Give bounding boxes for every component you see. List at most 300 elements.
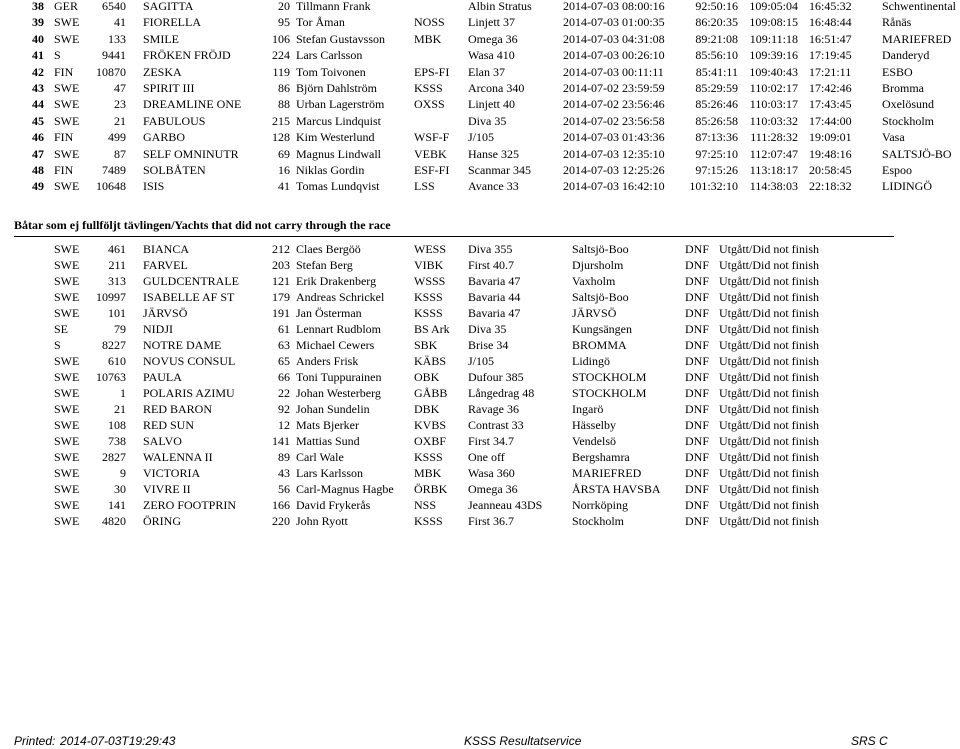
- cell-elapsed: 101:32:10: [689, 179, 738, 194]
- cell-status: DNF: [685, 418, 710, 432]
- cell-club: KVBS: [414, 418, 447, 432]
- cell-home: MARIEFRED: [882, 31, 952, 46]
- cell-finish: 2014-07-02 23:56:46: [563, 97, 665, 112]
- cell-boat: ZESKA: [143, 64, 182, 79]
- cell-nat: SWE: [54, 482, 80, 496]
- cell-home: Hässelby: [572, 418, 616, 432]
- cell-status: DNF: [685, 354, 710, 368]
- dnf-heading-rule: [14, 236, 894, 237]
- cell-home: Djursholm: [572, 258, 624, 272]
- cell-sail: 461: [108, 242, 126, 256]
- cell-sail: 30: [114, 482, 126, 496]
- cell-nat: SWE: [54, 179, 80, 194]
- cell-behind: 17:21:11: [809, 64, 852, 79]
- cell-home: Oxelösund: [882, 97, 934, 112]
- cell-skipper: Marcus Lindquist: [296, 113, 381, 128]
- cell-reason: Utgått/Did not finish: [719, 258, 819, 272]
- cell-sail: 21: [114, 113, 126, 128]
- cell-corrected: 110:02:17: [749, 81, 798, 95]
- cell-club: ESF-FI: [414, 163, 450, 177]
- cell-home: Saltsjö-Boo: [572, 290, 629, 304]
- cell-club: OXBF: [414, 434, 447, 448]
- cell-nat: SWE: [54, 146, 80, 161]
- cell-boat: NIDJI: [143, 322, 173, 336]
- cell-number: 119: [272, 64, 290, 79]
- cell-status: DNF: [685, 450, 710, 464]
- cell-finish: 2014-07-03 00:26:10: [563, 48, 665, 63]
- cell-reason: Utgått/Did not finish: [719, 242, 819, 256]
- cell-reason: Utgått/Did not finish: [719, 498, 819, 512]
- cell-number: 106: [272, 31, 290, 46]
- cell-behind: 19:09:01: [809, 130, 852, 145]
- cell-boat: SPIRIT III: [143, 81, 195, 95]
- cell-skipper: Tillmann Frank: [296, 0, 371, 13]
- cell-boat: FIORELLA: [143, 15, 201, 30]
- cell-place: 39: [32, 15, 44, 30]
- cell-number: 41: [278, 179, 290, 194]
- cell-place: 43: [32, 81, 44, 95]
- cell-number: 224: [272, 48, 290, 63]
- cell-type: Hanse 325: [468, 146, 519, 161]
- cell-boat: POLARIS AZIMU: [143, 386, 235, 400]
- cell-place: 47: [32, 146, 44, 161]
- cell-finish: 2014-07-03 12:25:26: [563, 163, 665, 177]
- cell-sail: 87: [114, 146, 126, 161]
- cell-type: Wasa 360: [468, 466, 515, 480]
- cell-behind: 16:48:44: [809, 15, 852, 30]
- cell-behind: 16:51:47: [809, 31, 852, 46]
- cell-club: OBK: [414, 370, 440, 384]
- cell-skipper: Carl Wale: [296, 450, 344, 464]
- cell-reason: Utgått/Did not finish: [719, 402, 819, 416]
- cell-type: Jeanneau 43DS: [468, 498, 543, 512]
- cell-status: DNF: [685, 274, 710, 288]
- cell-club: KSSS: [414, 514, 443, 528]
- cell-sail: 21: [114, 402, 126, 416]
- cell-place: 40: [32, 31, 44, 46]
- cell-number: 141: [272, 434, 290, 448]
- cell-corrected: 112:07:47: [749, 146, 798, 161]
- cell-boat: FRÖKEN FRÖJD: [143, 48, 231, 63]
- cell-reason: Utgått/Did not finish: [719, 386, 819, 400]
- cell-place: 41: [32, 48, 44, 63]
- cell-nat: GER: [54, 0, 78, 13]
- cell-elapsed: 85:26:46: [695, 97, 738, 112]
- cell-boat: JÄRVSÖ: [143, 306, 188, 320]
- cell-boat: NOTRE DAME: [143, 338, 222, 352]
- cell-home: Rånäs: [882, 15, 912, 30]
- cell-nat: SWE: [54, 418, 80, 432]
- cell-finish: 2014-07-03 12:35:10: [563, 146, 665, 161]
- cell-nat: SWE: [54, 466, 80, 480]
- cell-number: 20: [278, 0, 290, 13]
- cell-number: 43: [278, 466, 290, 480]
- cell-club: DBK: [414, 402, 440, 416]
- cell-number: 121: [272, 274, 290, 288]
- printed-label: Printed:: [14, 734, 56, 748]
- cell-type: One off: [468, 450, 505, 464]
- cell-reason: Utgått/Did not finish: [719, 418, 819, 432]
- cell-boat: GARBO: [143, 130, 186, 145]
- cell-boat: RED BARON: [143, 402, 213, 416]
- cell-status: DNF: [685, 434, 710, 448]
- cell-elapsed: 97:15:26: [695, 163, 738, 177]
- cell-type: Långedrag 48: [468, 386, 535, 400]
- cell-skipper: Andreas Schrickel: [296, 290, 385, 304]
- cell-skipper: Stefan Gustavsson: [296, 31, 385, 46]
- dnf-heading: Båtar som ej fullföljt tävlingen/Yachts that did not carry through the race: [14, 218, 391, 232]
- cell-place: 38: [32, 0, 44, 13]
- cell-nat: SWE: [54, 354, 80, 368]
- cell-type: Linjett 37: [468, 15, 515, 30]
- cell-nat: SWE: [54, 15, 80, 30]
- cell-nat: SWE: [54, 290, 80, 304]
- cell-home: Vasa: [882, 130, 905, 145]
- cell-home: ESBO: [882, 64, 913, 79]
- cell-sail: 10648: [96, 179, 126, 194]
- cell-nat: SWE: [54, 31, 80, 46]
- cell-number: 95: [278, 15, 290, 30]
- cell-reason: Utgått/Did not finish: [719, 466, 819, 480]
- cell-place: 46: [32, 130, 44, 145]
- cell-home: ÅRSTA HAVSBA: [572, 482, 661, 496]
- cell-sail: 133: [108, 31, 126, 46]
- cell-skipper: Mats Bjerker: [296, 418, 359, 432]
- cell-number: 56: [278, 482, 290, 496]
- cell-boat: SAGITTA: [143, 0, 194, 13]
- cell-type: Albin Stratus: [468, 0, 532, 13]
- cell-type: Bavaria 47: [468, 306, 521, 320]
- cell-type: Diva 355: [468, 242, 513, 256]
- cell-type: Ravage 36: [468, 402, 519, 416]
- cell-boat: BIANCA: [143, 242, 190, 256]
- cell-type: Dufour 385: [468, 370, 524, 384]
- cell-skipper: Jan Österman: [296, 306, 362, 320]
- cell-skipper: Lars Karlsson: [296, 466, 363, 480]
- cell-sail: 10763: [96, 370, 126, 384]
- cell-corrected: 111:28:32: [750, 130, 798, 145]
- cell-home: MARIEFRED: [572, 466, 642, 480]
- cell-behind: 17:43:45: [809, 97, 852, 112]
- cell-type: Avance 33: [468, 179, 519, 194]
- cell-nat: SE: [54, 322, 69, 336]
- cell-home: Kungsängen: [572, 322, 632, 336]
- cell-status: DNF: [685, 258, 710, 272]
- cell-corrected: 113:18:17: [749, 163, 798, 177]
- cell-status: DNF: [685, 370, 710, 384]
- cell-corrected: 109:40:43: [749, 64, 798, 79]
- cell-skipper: Tor Åman: [296, 15, 345, 30]
- cell-sail: 79: [114, 322, 126, 336]
- cell-club: KSSS: [414, 306, 443, 320]
- cell-skipper: Erik Drakenberg: [296, 274, 377, 288]
- cell-type: Omega 36: [468, 31, 518, 46]
- cell-home: Schwentinental: [882, 0, 956, 13]
- cell-reason: Utgått/Did not finish: [719, 306, 819, 320]
- cell-home: SALTSJÖ-BO: [882, 146, 952, 161]
- cell-sail: 8227: [102, 338, 126, 352]
- cell-boat: SMILE: [143, 31, 179, 46]
- cell-status: DNF: [685, 386, 710, 400]
- cell-corrected: 114:38:03: [749, 179, 798, 194]
- cell-boat: ISIS: [143, 179, 165, 194]
- cell-boat: FARVEL: [143, 258, 188, 272]
- cell-reason: Utgått/Did not finish: [719, 274, 819, 288]
- cell-nat: SWE: [54, 434, 80, 448]
- cell-home: Danderyd: [882, 48, 930, 63]
- cell-number: 89: [278, 450, 290, 464]
- cell-number: 66: [278, 370, 290, 384]
- cell-club: GÅBB: [414, 386, 448, 400]
- cell-elapsed: 86:20:35: [695, 15, 738, 30]
- cell-skipper: Johan Westerberg: [296, 386, 381, 400]
- cell-skipper: David Frykerås: [296, 498, 371, 512]
- cell-skipper: Michael Cewers: [296, 338, 375, 352]
- cell-status: DNF: [685, 242, 710, 256]
- cell-place: 45: [32, 113, 44, 128]
- cell-skipper: John Ryott: [296, 514, 348, 528]
- cell-nat: FIN: [54, 130, 74, 145]
- cell-boat: RED SUN: [143, 418, 195, 432]
- cell-number: 63: [278, 338, 290, 352]
- cell-skipper: Stefan Berg: [296, 258, 353, 272]
- cell-number: 166: [272, 498, 290, 512]
- cell-skipper: Magnus Lindwall: [296, 146, 381, 161]
- cell-skipper: Lars Carlsson: [296, 48, 363, 63]
- cell-finish: 2014-07-02 23:59:59: [563, 81, 665, 95]
- cell-place: 48: [32, 163, 44, 177]
- cell-elapsed: 87:13:36: [695, 130, 738, 145]
- cell-behind: 20:58:45: [809, 163, 852, 177]
- cell-sail: 499: [108, 130, 126, 145]
- cell-finish: 2014-07-03 08:00:16: [563, 0, 665, 13]
- cell-elapsed: 97:25:10: [695, 146, 738, 161]
- cell-nat: SWE: [54, 402, 80, 416]
- cell-club: NOSS: [414, 15, 445, 30]
- cell-corrected: 109:05:04: [749, 0, 798, 13]
- cell-number: 69: [278, 146, 290, 161]
- cell-skipper: Anders Frisk: [296, 354, 359, 368]
- cell-type: Bavaria 44: [468, 290, 521, 304]
- cell-elapsed: 85:41:11: [695, 64, 738, 79]
- cell-type: Diva 35: [468, 113, 507, 128]
- cell-status: DNF: [685, 322, 710, 336]
- printed-timestamp: 2014-07-03T19:29:43: [60, 734, 176, 748]
- cell-home: Ingarö: [572, 402, 604, 416]
- cell-nat: SWE: [54, 514, 80, 528]
- cell-home: STOCKHOLM: [572, 386, 647, 400]
- cell-type: Wasa 410: [468, 48, 515, 63]
- cell-reason: Utgått/Did not finish: [719, 370, 819, 384]
- cell-nat: SWE: [54, 258, 80, 272]
- cell-club: WESS: [414, 242, 447, 256]
- service-name: KSSS Resultatservice: [464, 734, 582, 748]
- cell-sail: 47: [114, 81, 126, 95]
- cell-type: First 40.7: [468, 258, 515, 272]
- cell-behind: 19:48:16: [809, 146, 852, 161]
- cell-club: KÄBS: [414, 354, 447, 368]
- cell-number: 191: [272, 306, 290, 320]
- cell-boat: ÖRING: [143, 514, 181, 528]
- cell-nat: SWE: [54, 113, 80, 128]
- cell-status: DNF: [685, 338, 710, 352]
- cell-type: Elan 37: [468, 64, 505, 79]
- cell-reason: Utgått/Did not finish: [719, 514, 819, 528]
- cell-reason: Utgått/Did not finish: [719, 450, 819, 464]
- cell-skipper: Lennart Rudblom: [296, 322, 381, 336]
- cell-number: 86: [278, 81, 290, 95]
- cell-sail: 141: [108, 498, 126, 512]
- cell-boat: PAULA: [143, 370, 182, 384]
- cell-elapsed: 85:29:59: [695, 81, 738, 95]
- cell-skipper: Carl-Magnus Hagbe: [296, 482, 394, 496]
- cell-number: 92: [278, 402, 290, 416]
- cell-type: Brise 34: [468, 338, 509, 352]
- cell-number: 220: [272, 514, 290, 528]
- cell-sail: 4820: [102, 514, 126, 528]
- cell-corrected: 109:11:18: [749, 31, 798, 46]
- cell-club: KSSS: [414, 290, 443, 304]
- cell-status: DNF: [685, 466, 710, 480]
- cell-club: VIBK: [414, 258, 444, 272]
- cell-sail: 101: [108, 306, 126, 320]
- cell-reason: Utgått/Did not finish: [719, 290, 819, 304]
- cell-place: 44: [32, 97, 44, 112]
- cell-type: Omega 36: [468, 482, 518, 496]
- cell-sail: 7489: [102, 163, 126, 177]
- cell-finish: 2014-07-03 04:31:08: [563, 31, 665, 46]
- cell-place: 42: [32, 64, 44, 79]
- cell-finish: 2014-07-03 00:11:11: [563, 64, 664, 79]
- cell-home: STOCKHOLM: [572, 370, 647, 384]
- cell-number: 215: [272, 113, 290, 128]
- cell-home: Vendelsö: [572, 434, 616, 448]
- cell-skipper: Toni Tuppurainen: [296, 370, 382, 384]
- cell-number: 128: [272, 130, 290, 145]
- cell-sail: 10997: [96, 290, 126, 304]
- cell-number: 212: [272, 242, 290, 256]
- cell-corrected: 109:08:15: [749, 15, 798, 30]
- cell-club: OXSS: [414, 97, 445, 112]
- cell-sail: 610: [108, 354, 126, 368]
- cell-elapsed: 85:26:58: [695, 113, 738, 128]
- cell-number: 88: [278, 97, 290, 112]
- cell-sail: 9441: [102, 48, 126, 63]
- cell-home: Bergshamra: [572, 450, 630, 464]
- cell-sail: 1: [120, 386, 126, 400]
- cell-status: DNF: [685, 402, 710, 416]
- cell-boat: DREAMLINE ONE: [143, 97, 242, 112]
- cell-elapsed: 89:21:08: [695, 31, 738, 46]
- cell-status: DNF: [685, 290, 710, 304]
- cell-type: Scanmar 345: [468, 163, 531, 177]
- cell-nat: S: [54, 338, 61, 352]
- cell-reason: Utgått/Did not finish: [719, 354, 819, 368]
- cell-sail: 2827: [102, 450, 126, 464]
- cell-skipper: Tom Toivonen: [296, 64, 366, 79]
- cell-club: VEBK: [414, 146, 447, 161]
- cell-boat: ISABELLE AF ST: [143, 290, 235, 304]
- cell-home: BROMMA: [572, 338, 627, 352]
- cell-home: Vaxholm: [572, 274, 616, 288]
- cell-boat: NOVUS CONSUL: [143, 354, 236, 368]
- cell-finish: 2014-07-03 01:00:35: [563, 15, 665, 30]
- cell-club: LSS: [414, 179, 435, 194]
- cell-behind: 22:18:32: [809, 179, 852, 194]
- cell-type: Arcona 340: [468, 81, 525, 95]
- cell-reason: Utgått/Did not finish: [719, 434, 819, 448]
- cell-skipper: Tomas Lundqvist: [296, 179, 380, 194]
- cell-nat: SWE: [54, 498, 80, 512]
- cell-status: DNF: [685, 514, 710, 528]
- cell-sail: 108: [108, 418, 126, 432]
- cell-club: BS Ark: [414, 322, 450, 336]
- cell-home: Lidingö: [572, 354, 610, 368]
- cell-finish: 2014-07-02 23:56:58: [563, 113, 665, 128]
- cell-boat: FABULOUS: [143, 113, 206, 128]
- cell-club: KSSS: [414, 81, 443, 95]
- cell-reason: Utgått/Did not finish: [719, 322, 819, 336]
- cell-corrected: 110:03:32: [749, 113, 798, 128]
- cell-skipper: Kim Westerlund: [296, 130, 375, 145]
- cell-type: J/105: [468, 354, 495, 368]
- cell-number: 179: [272, 290, 290, 304]
- cell-elapsed: 92:50:16: [695, 0, 738, 13]
- cell-number: 16: [278, 163, 290, 177]
- cell-sail: 738: [108, 434, 126, 448]
- cell-boat: SELF OMNINUTR: [143, 146, 239, 161]
- cell-boat: SOLBÅTEN: [143, 163, 206, 177]
- cell-behind: 17:44:00: [809, 113, 852, 128]
- cell-sail: 6540: [102, 0, 126, 13]
- cell-home: JÄRVSÖ: [572, 306, 617, 320]
- cell-elapsed: 85:56:10: [695, 48, 738, 63]
- cell-skipper: Björn Dahlström: [296, 81, 377, 95]
- cell-boat: VICTORIA: [143, 466, 201, 480]
- cell-type: Bavaria 47: [468, 274, 521, 288]
- cell-club: MBK: [414, 466, 442, 480]
- cell-home: Stockholm: [882, 113, 935, 128]
- cell-nat: SWE: [54, 450, 80, 464]
- cell-home: Bromma: [882, 81, 924, 95]
- cell-type: First 36.7: [468, 514, 515, 528]
- cell-nat: SWE: [54, 274, 80, 288]
- cell-nat: FIN: [54, 163, 74, 177]
- cell-nat: SWE: [54, 370, 80, 384]
- srs-label: SRS C: [851, 734, 888, 748]
- cell-behind: 16:45:32: [809, 0, 852, 13]
- cell-club: EPS-FI: [414, 64, 450, 79]
- cell-club: NSS: [414, 498, 437, 512]
- cell-reason: Utgått/Did not finish: [719, 482, 819, 496]
- cell-nat: FIN: [54, 64, 74, 79]
- cell-skipper: Niklas Gordin: [296, 163, 365, 177]
- cell-sail: 10870: [96, 64, 126, 79]
- cell-type: Contrast 33: [468, 418, 524, 432]
- cell-club: ÖRBK: [414, 482, 448, 496]
- cell-nat: SWE: [54, 97, 80, 112]
- cell-home: Norrköping: [572, 498, 628, 512]
- cell-status: DNF: [685, 306, 710, 320]
- cell-sail: 9: [120, 466, 126, 480]
- cell-home: Espoo: [882, 163, 912, 177]
- cell-skipper: Claes Bergöö: [296, 242, 361, 256]
- cell-status: DNF: [685, 498, 710, 512]
- cell-club: WSSS: [414, 274, 446, 288]
- cell-number: 12: [278, 418, 290, 432]
- cell-boat: VIVRE II: [143, 482, 191, 496]
- cell-corrected: 109:39:16: [749, 48, 798, 63]
